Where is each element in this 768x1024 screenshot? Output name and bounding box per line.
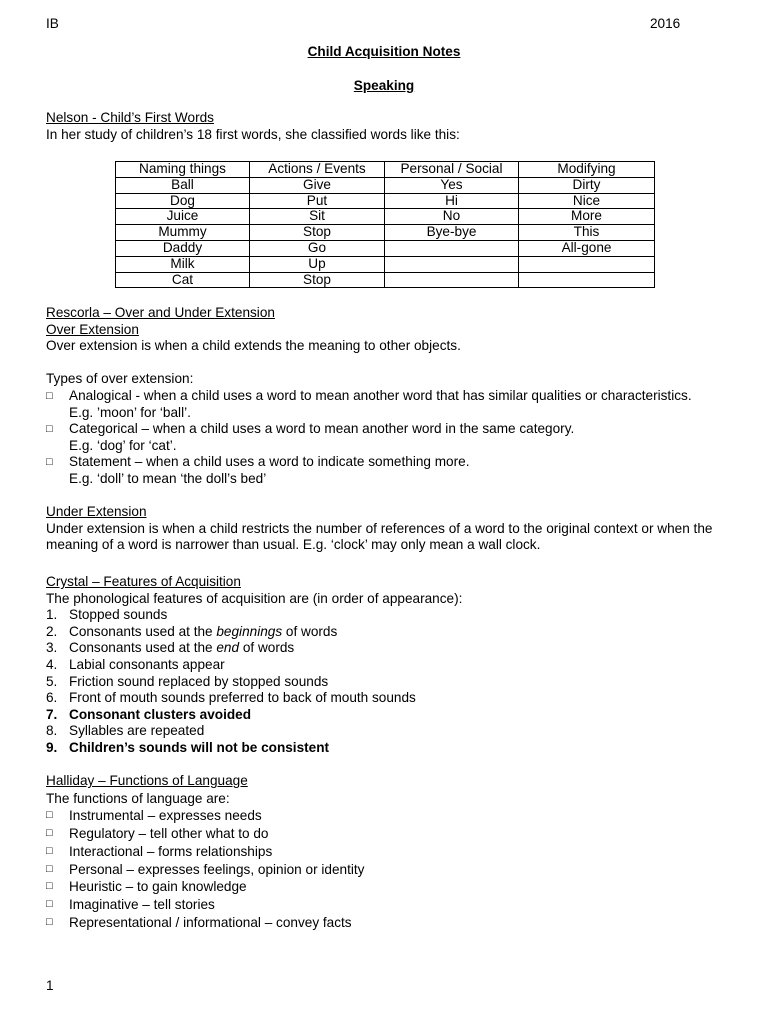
crystal-intro: The phonological features of acquisition are (in order of appearance):: [46, 590, 463, 606]
table-header-row: [116, 162, 655, 178]
table-cell: Mummy: [116, 225, 250, 241]
bullet-icon: □: [46, 915, 53, 928]
bullet-icon: □: [46, 897, 53, 910]
table-cell: Daddy: [116, 240, 250, 256]
table-cell: Ball: [116, 177, 250, 193]
list-item: [46, 607, 736, 624]
list-item: [46, 454, 736, 471]
under-extension-heading: Under Extension: [46, 504, 147, 520]
table-cell: [385, 256, 519, 272]
list-number: 3.: [46, 640, 58, 656]
list-text: Friction sound replaced by stopped sounds: [69, 673, 329, 689]
header-right: 2016: [650, 16, 681, 31]
table-cell: Go: [250, 240, 385, 256]
table-cell: Cat: [116, 272, 250, 288]
list-text: Children’s sounds will not be consistent: [69, 739, 330, 755]
page-title: Child Acquisition Notes: [307, 44, 461, 59]
text-fragment: Consonants used at the: [69, 623, 217, 639]
table-row: [116, 240, 655, 256]
types-label: Types of over extension:: [46, 371, 194, 387]
bullet-icon: □: [46, 862, 53, 875]
list-text: Front of mouth sounds preferred to back of mouth sounds: [69, 690, 416, 706]
table-row: [116, 256, 655, 272]
table-cell: [519, 256, 655, 272]
list-item: [46, 388, 736, 405]
crystal-heading: Crystal – Features of Acquisition: [46, 574, 241, 589]
list-number: 6.: [46, 690, 58, 706]
list-item: [46, 707, 736, 724]
table-cell: Milk: [116, 256, 250, 272]
list-item: [46, 843, 736, 861]
under-extension-definition: Under extension is when a child restricts the number of references of a word to the original context or when the meaning of a word is narrower than usual. E.g. ‘clock’ may only mean a wall clock.: [46, 520, 713, 553]
nelson-section: [46, 110, 736, 143]
list-number: 1.: [46, 607, 58, 623]
table-cell: Dirty: [519, 177, 655, 193]
emphasis: beginnings: [216, 623, 283, 639]
list-item: [46, 825, 736, 843]
list-text: Labial consonants appear: [69, 656, 225, 672]
table-cell: This: [519, 225, 655, 241]
list-text: Representational / informational – convey facts: [69, 914, 352, 930]
list-number: 7.: [46, 706, 58, 722]
table-header-cell: Naming things: [116, 162, 250, 178]
type-text: Categorical – when a child uses a word to mean another word in the same category.: [69, 421, 575, 437]
text-fragment: of words: [282, 623, 338, 639]
list-item: [46, 740, 736, 757]
table-header-cell: Actions / Events: [250, 162, 385, 178]
list-number: 4.: [46, 656, 58, 672]
table-row: [116, 177, 655, 193]
table-cell: Put: [250, 193, 385, 209]
table-cell: Dog: [116, 193, 250, 209]
table-row: [116, 225, 655, 241]
table-row: [116, 209, 655, 225]
bullet-icon: □: [46, 809, 53, 822]
table-cell: No: [385, 209, 519, 225]
table-row: [116, 193, 655, 209]
list-number: 8.: [46, 723, 58, 739]
list-item: [46, 807, 736, 825]
over-extension-heading: Over Extension: [46, 321, 139, 337]
table-cell: Stop: [250, 272, 385, 288]
nelson-heading: Nelson - Child’s First Words: [46, 110, 214, 125]
table-cell: [385, 240, 519, 256]
list-text: Interactional – forms relationships: [69, 843, 273, 859]
header-left: IB: [46, 16, 59, 31]
list-item: [46, 914, 736, 932]
list-item: [46, 896, 736, 914]
bullet-icon: □: [46, 827, 53, 840]
list-item: [46, 690, 736, 707]
table-cell: Nice: [519, 193, 655, 209]
list-text: Stopped sounds: [69, 607, 168, 623]
table-header-cell: Personal / Social: [385, 162, 519, 178]
table-cell: Bye-bye: [385, 225, 519, 241]
list-number: 5.: [46, 673, 58, 689]
list-item: [46, 674, 736, 691]
table-row: [116, 272, 655, 288]
halliday-section: [46, 772, 736, 931]
list-text: Instrumental – expresses needs: [69, 808, 262, 824]
nelson-intro: In her study of children’s 18 first words, she classified words like this:: [46, 126, 460, 142]
list-text: Heuristic – to gain knowledge: [69, 879, 247, 895]
table-cell: Stop: [250, 225, 385, 241]
table-header-cell: Modifying: [519, 162, 655, 178]
list-text: Syllables are repeated: [69, 723, 205, 739]
list-item: [46, 861, 736, 879]
list-text: Imaginative – tell stories: [69, 896, 215, 912]
rescorla-heading: Rescorla – Over and Under Extension: [46, 305, 275, 320]
table-cell: Hi: [385, 193, 519, 209]
bullet-icon: □: [46, 880, 53, 893]
rescorla-section: [46, 305, 736, 554]
type-example: E.g. ’moon’ for ‘ball’.: [69, 404, 191, 420]
crystal-section: [46, 574, 736, 757]
list-number: 9.: [46, 739, 58, 755]
table-cell: Juice: [116, 209, 250, 225]
table-cell: All-gone: [519, 240, 655, 256]
type-example: E.g. ‘dog’ for ‘cat’.: [69, 437, 177, 453]
table-cell: Up: [250, 256, 385, 272]
bullet-icon: □: [46, 844, 53, 857]
list-text: Personal – expresses feelings, opinion or identity: [69, 861, 365, 877]
list-text: Regulatory – tell other what to do: [69, 826, 269, 842]
list-text: [69, 640, 294, 657]
list-item: [46, 878, 736, 896]
halliday-heading: Halliday – Functions of Language: [46, 773, 248, 788]
over-extension-definition: Over extension is when a child extends the meaning to other objects.: [46, 338, 461, 354]
page-number: 1: [46, 978, 54, 993]
type-text: Analogical - when a child uses a word to mean another word that has similar qualities or characteristics.: [69, 387, 692, 403]
type-text: Statement – when a child uses a word to indicate something more.: [69, 454, 470, 470]
halliday-intro: The functions of language are:: [46, 790, 230, 806]
text-fragment: of words: [239, 640, 295, 656]
section-title: Speaking: [353, 78, 415, 93]
list-number: 2.: [46, 623, 58, 639]
text-fragment: Consonants used at the: [69, 640, 217, 656]
emphasis: end: [216, 640, 240, 656]
list-item: [46, 421, 736, 438]
table-cell: More: [519, 209, 655, 225]
table-cell: Sit: [250, 209, 385, 225]
list-item: [46, 723, 736, 740]
list-text: Consonant clusters avoided: [69, 706, 252, 722]
list-text: [69, 624, 337, 641]
list-item: [46, 657, 736, 674]
table-cell: [519, 272, 655, 288]
bullet-icon: □: [46, 423, 53, 436]
table-cell: Yes: [385, 177, 519, 193]
list-item: [46, 640, 736, 657]
bullet-icon: □: [46, 389, 53, 402]
first-words-table: [115, 161, 655, 288]
list-item: [46, 624, 736, 641]
bullet-icon: □: [46, 456, 53, 469]
table-cell: Give: [250, 177, 385, 193]
table-cell: [385, 272, 519, 288]
type-example: E.g. ‘doll’ to mean ‘the doll’s bed’: [69, 470, 267, 486]
